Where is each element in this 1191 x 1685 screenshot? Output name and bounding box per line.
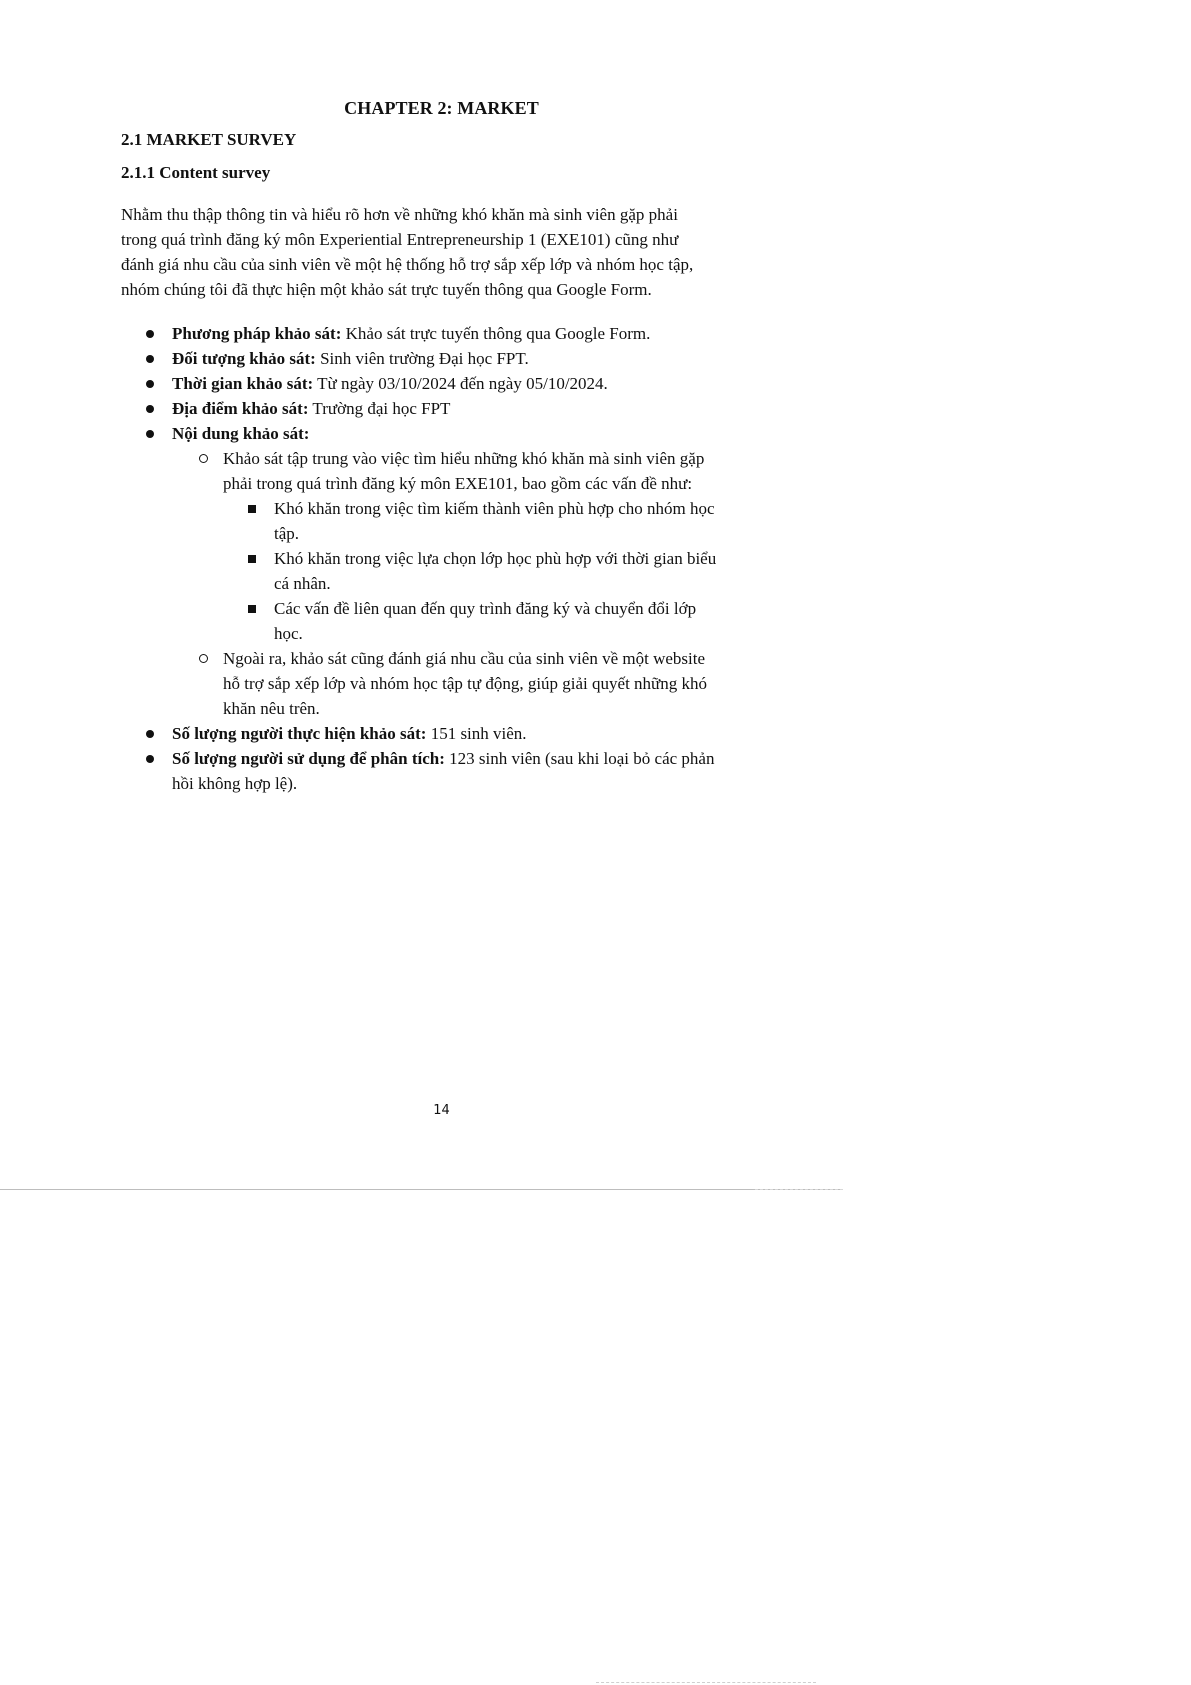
sub-list-item-focus-cont [121, 471, 771, 496]
bullet-icon [146, 755, 154, 763]
issue-text: Khó khăn trong việc lựa chọn lớp học phù hợp với thời gian biểu [274, 549, 717, 568]
square-bullet-icon [248, 605, 256, 613]
bullet-icon [146, 355, 154, 363]
list-item-text: Từ ngày 03/10/2024 đến ngày 05/10/2024. [313, 374, 608, 393]
list-item-text: Trường đại học FPT [308, 399, 451, 418]
intro-line: trong quá trình đăng ký môn Experiential Entrepreneurship 1 (EXE101) cũng như [121, 230, 679, 249]
intro-line: Nhằm thu thập thông tin và hiểu rõ hơn về những khó khăn mà sinh viên gặp phải [121, 205, 678, 224]
sub-list-item-demand [121, 646, 771, 671]
bullet-icon [146, 430, 154, 438]
list-item-label: Phương pháp khảo sát: [172, 324, 342, 343]
sub-list-item-demand-cont [121, 671, 771, 696]
page-divider [0, 1189, 843, 1190]
issue-item [121, 596, 771, 621]
list-item-time [121, 371, 771, 396]
list-item-label: Số lượng người thực hiện khảo sát: [172, 724, 427, 743]
issue-item-cont [121, 621, 771, 646]
circle-bullet-icon [199, 454, 208, 463]
issue-text: tập. [274, 524, 300, 543]
list-item-content [121, 421, 771, 446]
chapter-title: CHAPTER 2: MARKET [344, 98, 539, 118]
square-bullet-icon [248, 555, 256, 563]
sub-list-item-text: Ngoài ra, khảo sát cũng đánh giá nhu cầu của sinh viên về một website [223, 649, 706, 668]
issue-text: cá nhân. [274, 574, 331, 593]
bottom-divider [596, 1682, 816, 1683]
list-item-audience [121, 346, 771, 371]
issue-text: Khó khăn trong việc tìm kiếm thành viên phù hợp cho nhóm học [274, 499, 715, 518]
list-item-analyzed [121, 746, 771, 771]
list-item-label: Địa điểm khảo sát: [172, 399, 309, 418]
section-heading: 2.1 MARKET SURVEY [121, 130, 297, 149]
list-item-place [121, 396, 771, 421]
issue-item [121, 546, 771, 571]
survey-details-list [121, 321, 771, 796]
issue-text: học. [274, 624, 303, 643]
list-item-analyzed-cont [121, 771, 771, 796]
subsection-heading: 2.1.1 Content survey [121, 163, 271, 182]
bullet-icon [146, 330, 154, 338]
sub-list-item-text: hỗ trợ sắp xếp lớp và nhóm học tập tự động, giúp giải quyết những khó [223, 674, 708, 693]
sub-list-item-text: Khảo sát tập trung vào việc tìm hiểu những khó khăn mà sinh viên gặp [223, 449, 705, 468]
issue-item [121, 496, 771, 521]
intro-line: đánh giá nhu cầu của sinh viên về một hệ thống hỗ trợ sắp xếp lớp và nhóm học tập, [121, 255, 694, 274]
sub-list-item-text: phải trong quá trình đăng ký môn EXE101, bao gồm các vấn đề như: [223, 474, 693, 493]
intro-line: nhóm chúng tôi đã thực hiện một khảo sát trực tuyến thông qua Google Form. [121, 280, 652, 299]
list-item-text: Khảo sát trực tuyến thông qua Google Form. [341, 324, 651, 343]
list-item-label: Đối tượng khảo sát: [172, 349, 316, 368]
list-item-participants [121, 721, 771, 746]
list-item-label: Thời gian khảo sát: [172, 374, 314, 393]
sub-list-item-focus [121, 446, 771, 471]
sub-list-item-demand-cont [121, 696, 771, 721]
square-bullet-icon [248, 505, 256, 513]
issue-item-cont [121, 571, 771, 596]
bullet-icon [146, 380, 154, 388]
list-item-text: 123 sinh viên (sau khi loại bỏ các phản [444, 749, 715, 768]
list-item-label: Nội dung khảo sát: [172, 424, 310, 443]
issue-text: Các vấn đề liên quan đến quy trình đăng ký và chuyển đổi lớp [274, 599, 697, 618]
page-number: 14 [433, 1103, 450, 1118]
issue-item-cont [121, 521, 771, 546]
bullet-icon [146, 405, 154, 413]
intro-paragraph [121, 202, 761, 302]
list-item-text: hồi không hợp lệ). [172, 774, 298, 793]
page-divider-faint [755, 1189, 843, 1190]
list-item-text: 151 sinh viên. [426, 724, 527, 743]
circle-bullet-icon [199, 654, 208, 663]
list-item-method [121, 321, 771, 346]
sub-list-item-text: khăn nêu trên. [223, 699, 320, 718]
list-item-label: Số lượng người sử dụng để phân tích: [172, 749, 445, 768]
bullet-icon [146, 730, 154, 738]
list-item-text: Sinh viên trường Đại học FPT. [315, 349, 529, 368]
